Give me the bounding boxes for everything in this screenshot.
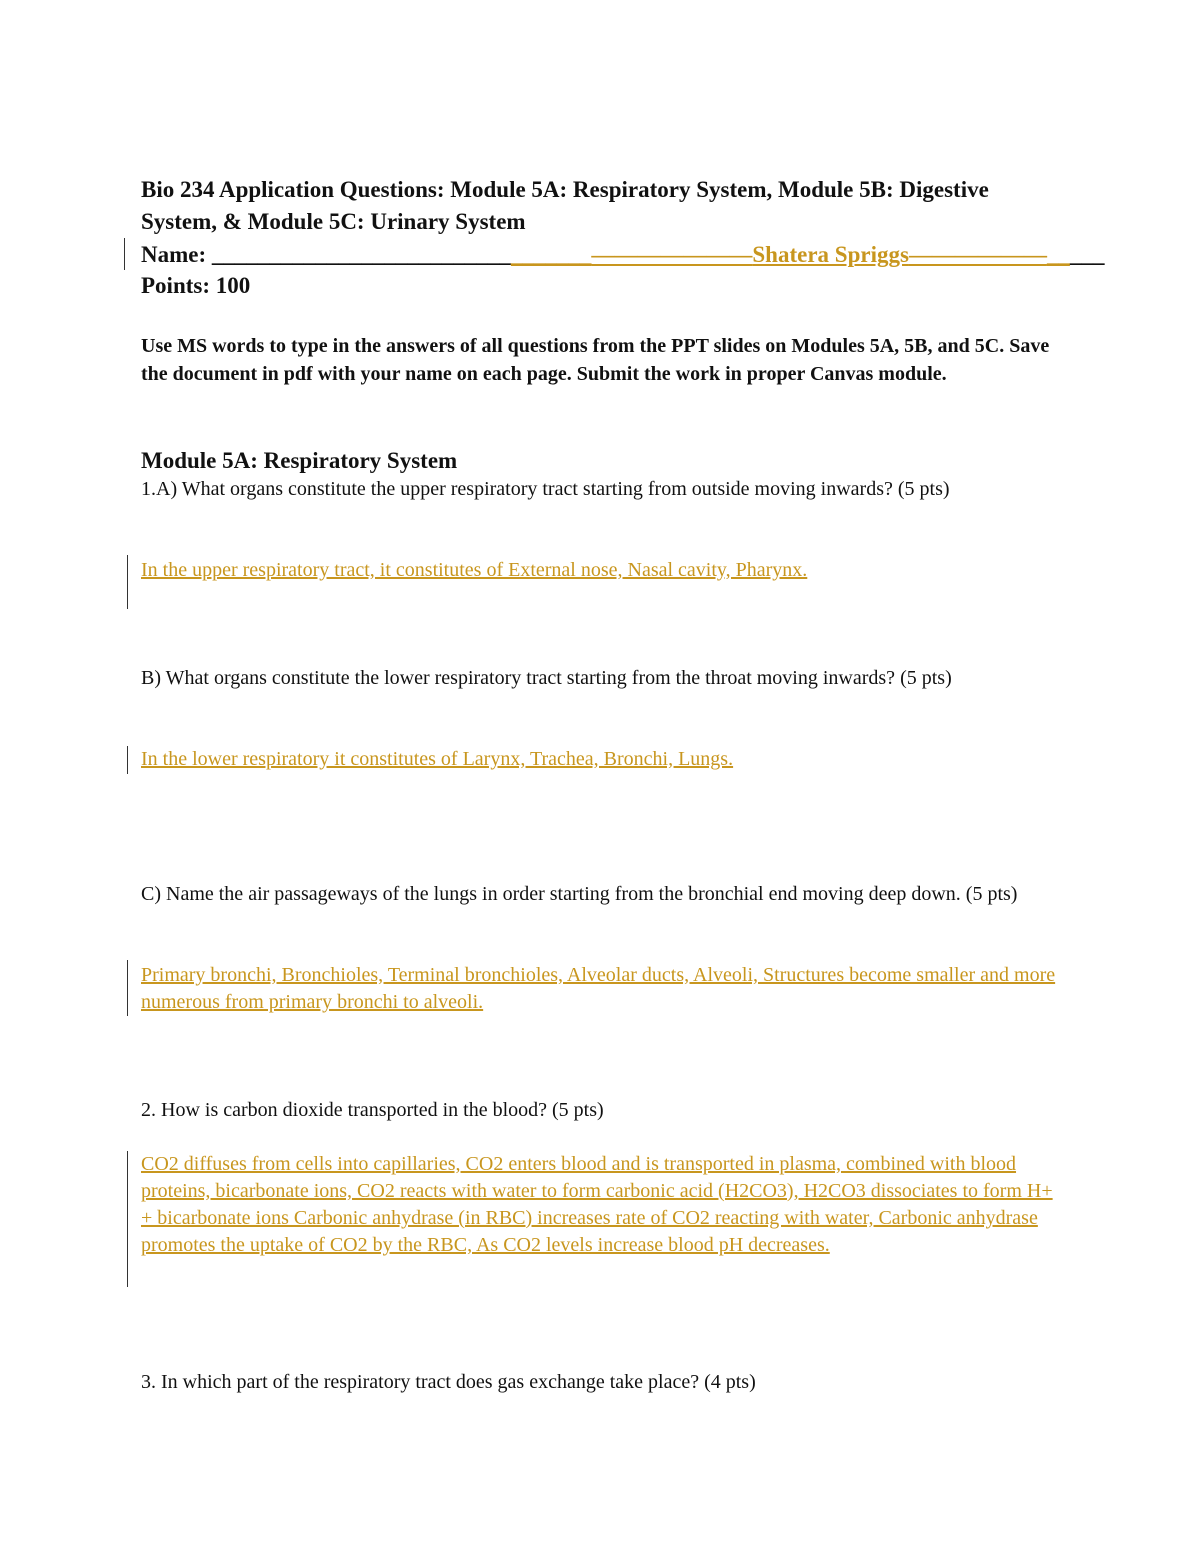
- revision-bar-answer-1b: [127, 746, 128, 774]
- revision-bar-answer-1a: [127, 555, 128, 609]
- name-fill-left: _______: [510, 242, 592, 267]
- question-1c: C) Name the air passageways of the lungs in order starting from the bronchial end moving deep down. (5 pts): [141, 883, 1018, 905]
- name-dashes-right: ——————: [908, 242, 1047, 267]
- answer-1b[interactable]: In the lower respiratory it constitutes of Larynx, Trachea, Bronchi, Lungs.: [141, 748, 734, 770]
- question-2: 2. How is carbon dioxide transported in the blood? (5 pts): [141, 1099, 604, 1121]
- name-dashes-left: ———————: [591, 242, 753, 267]
- answer-1c[interactable]: Primary bronchi, Bronchioles, Terminal bronchioles, Alveolar ducts, Alveoli, Structures become smaller and more numerous from primary bronchi to alveoli.: [141, 964, 1056, 1013]
- name-fill-right: __: [1046, 242, 1070, 267]
- revision-bar-name: [124, 238, 125, 270]
- section-heading: Module 5A: Respiratory System: [141, 448, 458, 473]
- revision-bar-answer-2: [127, 1151, 128, 1287]
- revision-bar-answer-1c: [127, 960, 128, 1016]
- student-name-line: [141, 240, 1105, 270]
- instructions-paragraph: Use MS words to type in the answers of all questions from the PPT slides on Modules 5A, 5B, and 5C. Save the document in pdf with your name on each page. Submit the work in proper Canvas module.: [141, 335, 1050, 385]
- question-3: 3. In which part of the respiratory tract does gas exchange take place? (4 pts): [141, 1371, 756, 1393]
- name-blank-left: __________________________: [211, 242, 511, 267]
- question-1a: 1.A) What organs constitute the upper respiratory tract starting from outside moving inwards? (5 pts): [141, 478, 950, 500]
- points-label: Points: 100: [141, 273, 251, 298]
- question-1b: B) What organs constitute the lower respiratory tract starting from the throat moving inwards? (5 pts): [141, 667, 952, 689]
- name-label: Name:: [141, 242, 207, 267]
- student-name[interactable]: Shatera Spriggs: [752, 242, 909, 267]
- answer-2[interactable]: CO2 diffuses from cells into capillaries, CO2 enters blood and is transported in plasma, combined with blood proteins, bicarbonate ions, CO2 reacts with water to form carbonic acid (H2CO3), H2CO3 dissociates to form H+ + bicarbonate ions Carbonic anhydrase (in RBC) increases rate of CO2 reacting with water, Carbonic anhydrase promotes the uptake of CO2 by the RBC, As CO2 levels increase blood pH decreases.: [141, 1153, 1053, 1256]
- answer-1a[interactable]: In the upper respiratory tract, it constitutes of External nose, Nasal cavity, Pharynx.: [141, 559, 808, 581]
- name-blank-right: ___: [1069, 242, 1105, 267]
- document-title: Bio 234 Application Questions: Module 5A: Respiratory System, Module 5B: Digestive System, & Module 5C: Urinary System: [141, 177, 989, 234]
